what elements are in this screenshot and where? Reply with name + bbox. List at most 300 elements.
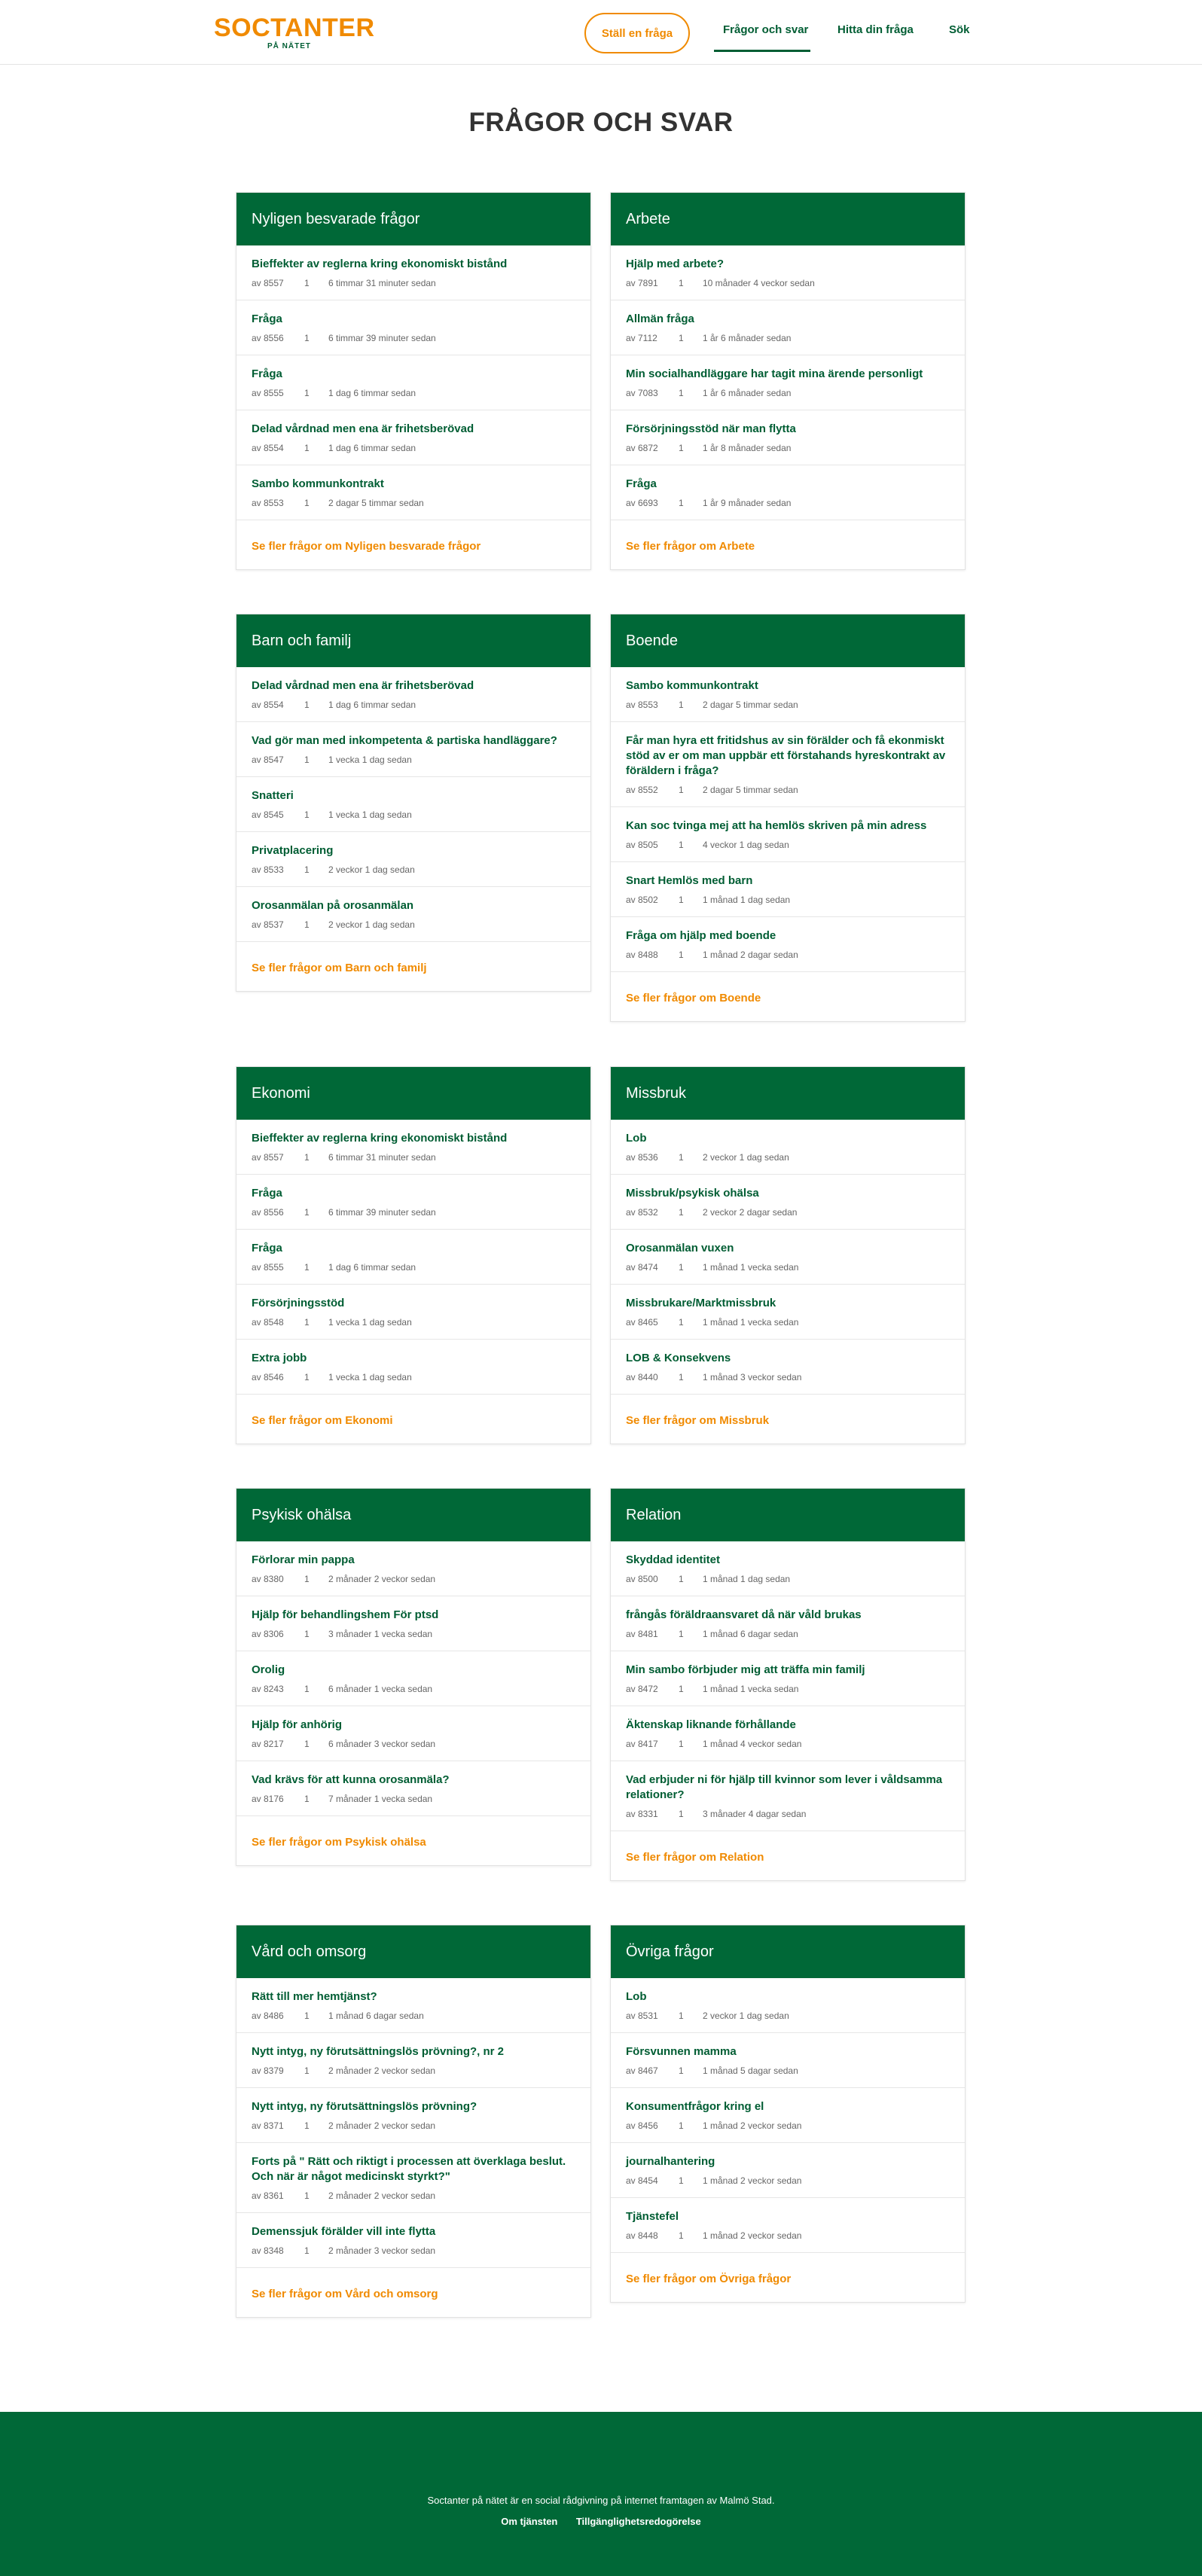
answer-count: 1 [679, 1574, 684, 1584]
question-title-link[interactable]: Delad vårdnad men ena är frihetsberövad [252, 422, 474, 435]
question-item[interactable] [236, 777, 590, 832]
question-title-link[interactable]: Hjälp för anhörig [252, 1718, 342, 1731]
question-title-link[interactable]: Bieffekter av reglerna kring ekonomiskt bistånd [252, 1132, 508, 1145]
answer-count: 1 [304, 1739, 310, 1749]
question-time: 2 veckor 1 dag sedan [328, 919, 415, 930]
question-item[interactable] [236, 1541, 590, 1596]
answer-count: 1 [304, 1207, 310, 1218]
question-author: av 8454 [626, 2175, 658, 2186]
question-time: 10 månader 4 veckor sedan [703, 278, 815, 288]
question-author: av 8532 [626, 1207, 658, 1218]
question-meta [252, 699, 575, 711]
footer-link-about[interactable]: Om tjänsten [501, 2516, 558, 2527]
question-author: av 8556 [252, 333, 284, 343]
card-title: Vård och omsorg [236, 1925, 590, 1978]
question-title-link[interactable]: Kan soc tvinga mej att ha hemlös skriven på min adress [626, 819, 927, 832]
question-meta [252, 864, 575, 876]
question-author: av 8505 [626, 840, 658, 850]
question-item[interactable] [611, 2033, 965, 2088]
question-meta [626, 839, 950, 851]
question-author: av 8306 [252, 1629, 284, 1639]
question-time: 2 veckor 1 dag sedan [703, 2010, 789, 2021]
question-time: 1 månad 2 dagar sedan [703, 950, 798, 960]
question-time: 1 dag 6 timmar sedan [328, 700, 416, 710]
answer-count: 1 [304, 809, 310, 820]
question-item[interactable] [611, 2088, 965, 2143]
question-time: 1 vecka 1 dag sedan [328, 755, 412, 765]
question-time: 2 veckor 1 dag sedan [328, 864, 415, 875]
nav-find-question-link[interactable]: Hitta din fråga [837, 23, 914, 36]
question-item[interactable] [236, 245, 590, 300]
question-meta [626, 277, 950, 289]
answer-count: 1 [304, 1794, 310, 1804]
question-author: av 8557 [252, 278, 284, 288]
question-title-link[interactable]: Min socialhandläggare har tagit mina ärende personligt [626, 367, 923, 380]
question-item[interactable] [611, 1230, 965, 1285]
answer-count: 1 [679, 333, 684, 343]
question-time: 1 år 6 månader sedan [703, 333, 792, 343]
question-meta [252, 332, 575, 344]
question-item[interactable] [236, 1651, 590, 1706]
question-item[interactable] [611, 355, 965, 410]
question-time: 2 veckor 1 dag sedan [703, 1152, 789, 1163]
question-time: 1 månad 2 veckor sedan [703, 2120, 802, 2131]
question-item[interactable] [236, 1596, 590, 1651]
answer-count: 1 [679, 1207, 684, 1218]
question-meta [626, 2175, 950, 2187]
question-meta [626, 949, 950, 961]
question-time: 2 dagar 5 timmar sedan [328, 498, 424, 508]
question-time: 1 dag 6 timmar sedan [328, 388, 416, 398]
question-meta [252, 2010, 575, 2022]
question-meta [252, 497, 575, 509]
see-more-link[interactable]: Se fler frågor om Ekonomi [252, 1414, 393, 1427]
question-meta [626, 1206, 950, 1218]
question-meta [252, 1628, 575, 1640]
question-author: av 8547 [252, 755, 284, 765]
question-title-link[interactable]: Rätt till mer hemtjänst? [252, 1990, 377, 2003]
card-title: Övriga frågor [611, 1925, 965, 1978]
question-title-link[interactable]: Nytt intyg, ny förutsättningslös prövning? [252, 2100, 477, 2113]
question-item[interactable] [611, 1978, 965, 2033]
question-item[interactable] [611, 1175, 965, 1230]
question-title-link[interactable]: Fråga [252, 1187, 282, 1200]
question-meta [252, 1371, 575, 1383]
question-item[interactable] [236, 1230, 590, 1285]
answer-count: 1 [679, 895, 684, 905]
see-more-link[interactable]: Se fler frågor om Relation [626, 1851, 764, 1864]
answer-count: 1 [679, 1739, 684, 1749]
question-time: 1 månad 1 vecka sedan [703, 1684, 799, 1694]
question-meta [626, 2010, 950, 2022]
question-meta [626, 894, 950, 906]
question-item[interactable] [611, 1761, 965, 1831]
question-author: av 8557 [252, 1152, 284, 1163]
question-author: av 7891 [626, 278, 658, 288]
question-title-link[interactable]: Extra jobb [252, 1352, 307, 1364]
answer-count: 1 [304, 2065, 310, 2076]
question-item[interactable] [236, 1761, 590, 1816]
answer-count: 1 [304, 864, 310, 875]
question-author: av 8331 [626, 1809, 658, 1819]
question-author: av 7112 [626, 333, 657, 343]
question-time: 4 veckor 1 dag sedan [703, 840, 789, 850]
question-meta [252, 1738, 575, 1750]
question-title-link[interactable]: Snatteri [252, 789, 294, 802]
question-item[interactable] [236, 1175, 590, 1230]
question-title-link[interactable]: Hjälp med arbete? [626, 258, 725, 270]
question-author: av 8456 [626, 2120, 658, 2131]
question-item[interactable] [236, 2033, 590, 2088]
question-title-link[interactable]: Snart Hemlös med barn [626, 874, 753, 887]
question-author: av 8472 [626, 1684, 658, 1694]
question-meta [626, 332, 950, 344]
question-time: 2 månader 2 veckor sedan [328, 2120, 436, 2131]
answer-count: 1 [304, 1574, 310, 1584]
question-time: 1 månad 6 dagar sedan [328, 2010, 424, 2021]
question-time: 1 vecka 1 dag sedan [328, 1372, 412, 1383]
question-author: av 8467 [626, 2065, 658, 2076]
question-item[interactable] [236, 355, 590, 410]
question-author: av 8502 [626, 895, 658, 905]
answer-count: 1 [304, 498, 310, 508]
question-author: av 6693 [626, 498, 658, 508]
card-title: Ekonomi [236, 1067, 590, 1120]
answer-count: 1 [679, 1629, 684, 1639]
answer-count: 1 [679, 2065, 684, 2076]
answer-count: 1 [679, 2175, 684, 2186]
question-time: 1 år 9 månader sedan [703, 498, 792, 508]
question-author: av 8556 [252, 1207, 284, 1218]
question-time: 1 månad 3 veckor sedan [703, 1372, 802, 1383]
question-item[interactable] [611, 807, 965, 862]
question-author: av 8361 [252, 2190, 284, 2201]
question-author: av 8440 [626, 1372, 658, 1383]
question-meta [626, 1261, 950, 1273]
question-title-link[interactable]: Allmän fråga [626, 312, 694, 325]
category-card [236, 1066, 591, 1444]
question-title-link[interactable]: Forts på " Rätt och riktigt i processen att överklaga beslut. Och när är något medicinskt styrkt?" [252, 2155, 566, 2183]
question-author: av 8486 [252, 2010, 284, 2021]
question-item[interactable] [611, 410, 965, 465]
answer-count: 1 [679, 443, 684, 453]
question-title-link[interactable]: Sambo kommunkontrakt [252, 477, 384, 490]
question-time: 6 timmar 31 minuter sedan [328, 278, 436, 288]
question-title-link[interactable]: LOB & Konsekvens [626, 1352, 731, 1364]
question-time: 1 år 8 månader sedan [703, 443, 792, 453]
question-time: 6 timmar 31 minuter sedan [328, 1152, 436, 1163]
answer-count: 1 [679, 1372, 684, 1383]
footer-link-accessibility[interactable]: Tillgänglighetsredogörelse [575, 2516, 701, 2527]
question-meta [626, 1316, 950, 1328]
question-meta [252, 1151, 575, 1163]
question-time: 6 timmar 39 minuter sedan [328, 333, 436, 343]
question-title-link[interactable]: Sambo kommunkontrakt [626, 679, 758, 692]
question-author: av 8448 [626, 2230, 658, 2241]
question-author: av 8380 [252, 1574, 284, 1584]
question-title-link[interactable]: Missbruk/psykisk ohälsa [626, 1187, 759, 1200]
question-time: 1 månad 2 veckor sedan [703, 2175, 802, 2186]
question-item[interactable] [236, 1340, 590, 1395]
answer-count: 1 [304, 2120, 310, 2131]
question-title-link[interactable]: Missbrukare/Marktmissbruk [626, 1297, 776, 1309]
category-card [236, 1488, 591, 1866]
question-title-link[interactable]: Vad krävs för att kunna orosanmäla? [252, 1773, 450, 1786]
question-title-link[interactable]: Delad vårdnad men ena är frihetsberövad [252, 679, 474, 692]
question-item[interactable] [611, 917, 965, 972]
question-item[interactable] [236, 2088, 590, 2143]
question-time: 1 månad 4 veckor sedan [703, 1739, 802, 1749]
card-title: Barn och familj [236, 614, 590, 667]
answer-count: 1 [304, 1372, 310, 1383]
answer-count: 1 [679, 498, 684, 508]
ask-question-button[interactable]: Ställ en fråga [584, 13, 690, 53]
question-title-link[interactable]: Privatplacering [252, 844, 334, 857]
logo-main-text: SOCTANTER [214, 14, 375, 42]
nav-active-indicator [714, 50, 810, 52]
question-meta [626, 387, 950, 399]
question-item[interactable] [236, 300, 590, 355]
question-item[interactable] [611, 1596, 965, 1651]
question-meta [252, 754, 575, 766]
see-more-link[interactable]: Se fler frågor om Missbruk [626, 1414, 770, 1427]
question-meta [626, 2065, 950, 2077]
answer-count: 1 [679, 388, 684, 398]
question-meta [626, 784, 950, 796]
question-meta [252, 1683, 575, 1695]
question-author: av 8533 [252, 864, 284, 875]
question-item[interactable] [611, 667, 965, 722]
question-title-link[interactable]: Orolig [252, 1663, 285, 1676]
answer-count: 1 [304, 333, 310, 343]
question-title-link[interactable]: journalhantering [626, 2155, 715, 2168]
question-author: av 8465 [626, 1317, 658, 1328]
question-meta [252, 1206, 575, 1218]
answer-count: 1 [679, 2010, 684, 2021]
question-time: 1 vecka 1 dag sedan [328, 1317, 412, 1328]
question-meta [252, 442, 575, 454]
footer-links [0, 2515, 1202, 2529]
answer-count: 1 [679, 2230, 684, 2241]
question-meta [252, 2065, 575, 2077]
question-title-link[interactable]: Fråga om hjälp med boende [626, 929, 776, 942]
question-time: 1 dag 6 timmar sedan [328, 1262, 416, 1273]
question-item[interactable] [236, 887, 590, 942]
question-title-link[interactable]: Konsumentfrågor kring el [626, 2100, 764, 2113]
question-time: 1 månad 1 dag sedan [703, 1574, 791, 1584]
footer-text: Soctanter på nätet är en social rådgivning på internet framtagen av Malmö Stad. [427, 2495, 775, 2506]
question-item[interactable] [611, 1120, 965, 1175]
see-more-link[interactable]: Se fler frågor om Psykisk ohälsa [252, 1836, 426, 1849]
see-more-link[interactable]: Se fler frågor om Nyligen besvarade frågor [252, 540, 481, 553]
question-author: av 8488 [626, 950, 658, 960]
question-item[interactable] [236, 832, 590, 887]
answer-count: 1 [304, 388, 310, 398]
question-title-link[interactable]: Försörjningsstöd [252, 1297, 345, 1309]
question-item[interactable] [236, 465, 590, 520]
card-title: Missbruk [611, 1067, 965, 1120]
question-item[interactable] [611, 1651, 965, 1706]
question-author: av 8554 [252, 443, 284, 453]
question-title-link[interactable]: Skyddad identitet [626, 1553, 721, 1566]
question-meta [626, 2230, 950, 2242]
question-time: 6 månader 3 veckor sedan [328, 1739, 436, 1749]
question-title-link[interactable]: Fråga [626, 477, 657, 490]
question-time: 1 månad 2 veckor sedan [703, 2230, 802, 2241]
category-card [610, 1925, 966, 2303]
question-title-link[interactable]: Fråga [252, 367, 282, 380]
question-title-link[interactable]: Min sambo förbjuder mig att träffa min familj [626, 1663, 865, 1676]
question-title-link[interactable]: Orosanmälan vuxen [626, 1242, 734, 1254]
question-author: av 8348 [252, 2245, 284, 2256]
answer-count: 1 [304, 919, 310, 930]
question-time: 1 månad 6 dagar sedan [703, 1629, 798, 1639]
question-meta [252, 277, 575, 289]
question-item[interactable] [611, 862, 965, 917]
logo-sub-text: PÅ NÄTET [267, 42, 311, 50]
question-meta [626, 1683, 950, 1695]
question-title-link[interactable]: Vad gör man med inkompetenta & partiska handläggare? [252, 734, 557, 747]
question-title-link[interactable]: Får man hyra ett fritidshus av sin förälder och få ekonmiskt stöd av er om man uppbär ett förstahands hyreskontrakt av föräldern i fråga? [626, 734, 946, 777]
question-meta [252, 809, 575, 821]
question-author: av 8555 [252, 388, 284, 398]
question-time: 3 månader 1 vecka sedan [328, 1629, 433, 1639]
question-title-link[interactable]: Försörjningsstöd när man flytta [626, 422, 796, 435]
question-title-link[interactable]: Förlorar min pappa [252, 1553, 355, 1566]
question-item[interactable] [611, 1706, 965, 1761]
question-item[interactable] [236, 1978, 590, 2033]
question-author: av 6872 [626, 443, 658, 453]
question-author: av 8553 [626, 700, 658, 710]
question-item[interactable] [611, 2198, 965, 2253]
question-item[interactable] [611, 2143, 965, 2198]
site-logo[interactable] [214, 14, 375, 50]
card-title: Arbete [611, 193, 965, 245]
question-meta [252, 2245, 575, 2257]
see-more-link[interactable]: Se fler frågor om Barn och familj [252, 962, 427, 974]
question-item[interactable] [236, 1706, 590, 1761]
answer-count: 1 [304, 1262, 310, 1273]
question-author: av 8546 [252, 1372, 284, 1383]
question-time: 2 månader 2 veckor sedan [328, 2190, 436, 2201]
question-meta [252, 919, 575, 931]
question-meta [626, 1151, 950, 1163]
question-title-link[interactable]: frångås föräldraansvaret då när våld brukas [626, 1608, 862, 1621]
question-time: 2 veckor 2 dagar sedan [703, 1207, 798, 1218]
question-author: av 8548 [252, 1317, 284, 1328]
answer-count: 1 [304, 1684, 310, 1694]
question-time: 2 dagar 5 timmar sedan [703, 785, 798, 795]
question-time: 1 månad 1 vecka sedan [703, 1262, 799, 1273]
site-footer [0, 2412, 1202, 2576]
question-item[interactable] [611, 1541, 965, 1596]
question-item[interactable] [236, 1120, 590, 1175]
category-card [610, 1488, 966, 1881]
answer-count: 1 [304, 1317, 310, 1328]
category-card [236, 192, 591, 570]
card-title: Relation [611, 1489, 965, 1541]
question-item[interactable] [611, 722, 965, 807]
question-time: 2 dagar 5 timmar sedan [703, 700, 798, 710]
answer-count: 1 [304, 2245, 310, 2256]
question-author: av 8536 [626, 1152, 658, 1163]
question-item[interactable] [236, 722, 590, 777]
question-item[interactable] [611, 300, 965, 355]
see-more-link[interactable]: Se fler frågor om Vård och omsorg [252, 2288, 438, 2300]
question-meta [252, 1793, 575, 1805]
question-time: 2 månader 2 veckor sedan [328, 1574, 436, 1584]
question-item[interactable] [236, 2213, 590, 2268]
page-title: FRÅGOR OCH SVAR [468, 108, 734, 137]
question-author: av 8500 [626, 1574, 658, 1584]
question-author: av 7083 [626, 388, 658, 398]
question-title-link[interactable]: Orosanmälan på orosanmälan [252, 899, 414, 912]
question-title-link[interactable]: Bieffekter av reglerna kring ekonomiskt bistånd [252, 258, 508, 270]
see-more-link[interactable]: Se fler frågor om Boende [626, 992, 761, 1004]
card-title: Nyligen besvarade frågor [236, 193, 590, 245]
question-item[interactable] [236, 1285, 590, 1340]
question-title-link[interactable]: Nytt intyg, ny förutsättningslös prövning?, nr 2 [252, 2045, 505, 2058]
question-title-link[interactable]: Fråga [252, 1242, 282, 1254]
card-title: Psykisk ohälsa [236, 1489, 590, 1541]
question-item[interactable] [611, 1285, 965, 1340]
question-time: 1 månad 5 dagar sedan [703, 2065, 798, 2076]
question-meta [252, 2120, 575, 2132]
question-author: av 8379 [252, 2065, 284, 2076]
answer-count: 1 [304, 2010, 310, 2021]
answer-count: 1 [679, 840, 684, 850]
question-meta [626, 1628, 950, 1640]
question-meta [626, 497, 950, 509]
see-more-link[interactable]: Se fler frågor om Övriga frågor [626, 2273, 792, 2285]
site-header [0, 0, 1202, 65]
question-title-link[interactable]: Hjälp för behandlingshem För ptsd [252, 1608, 439, 1621]
question-title-link[interactable]: Vad erbjuder ni för hjälp till kvinnor som lever i våldsamma relationer? [626, 1773, 943, 1801]
question-author: av 8537 [252, 919, 284, 930]
question-title-link[interactable]: Äktenskap liknande förhållande [626, 1718, 796, 1731]
answer-count: 1 [679, 1809, 684, 1819]
question-item[interactable] [611, 245, 965, 300]
question-time: 1 dag 6 timmar sedan [328, 443, 416, 453]
question-item[interactable] [236, 410, 590, 465]
answer-count: 1 [679, 785, 684, 795]
question-title-link[interactable]: Lob [626, 1132, 647, 1145]
answer-count: 1 [304, 1152, 310, 1163]
answer-count: 1 [679, 1684, 684, 1694]
question-title-link[interactable]: Tjänstefel [626, 2210, 679, 2223]
question-title-link[interactable]: Lob [626, 1990, 647, 2003]
nav-faq-link[interactable]: Frågor och svar [723, 23, 809, 36]
answer-count: 1 [679, 2120, 684, 2131]
question-author: av 8552 [626, 785, 658, 795]
question-item[interactable] [611, 1340, 965, 1395]
question-author: av 8545 [252, 809, 284, 820]
question-item[interactable] [236, 2143, 590, 2213]
question-time: 1 månad 1 dag sedan [703, 895, 791, 905]
question-title-link[interactable]: Fråga [252, 312, 282, 325]
question-title-link[interactable]: Demenssjuk förälder vill inte flytta [252, 2225, 436, 2238]
question-title-link[interactable]: Försvunnen mamma [626, 2045, 737, 2058]
question-time: 3 månader 4 dagar sedan [703, 1809, 807, 1819]
answer-count: 1 [304, 755, 310, 765]
nav-search-link[interactable]: Sök [949, 23, 970, 36]
see-more-link[interactable]: Se fler frågor om Arbete [626, 540, 755, 553]
question-meta [626, 699, 950, 711]
answer-count: 1 [679, 950, 684, 960]
answer-count: 1 [304, 700, 310, 710]
question-item[interactable] [611, 465, 965, 520]
question-item[interactable] [236, 667, 590, 722]
